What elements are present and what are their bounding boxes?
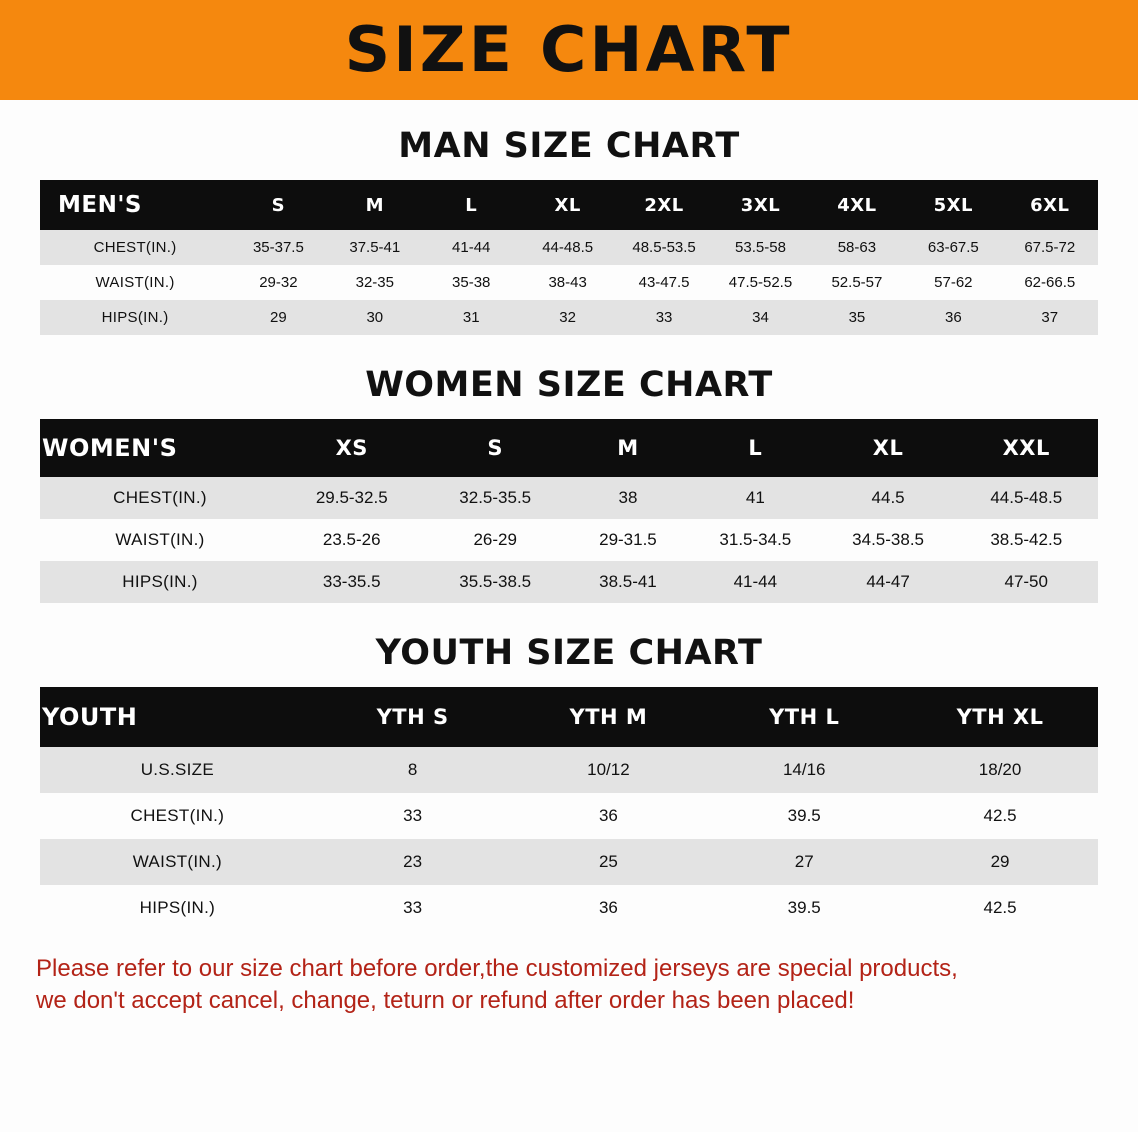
women-header-cell-4: L — [689, 419, 822, 477]
women-table-body — [40, 477, 1098, 603]
women-cell-2-4: 44-47 — [822, 561, 955, 603]
women-cell-0-1: 32.5-35.5 — [423, 477, 566, 519]
man-cell-1-6: 52.5-57 — [809, 265, 905, 300]
man-header-cell-1: S — [230, 180, 326, 230]
man-table-wrapper — [40, 180, 1098, 335]
women-cell-0-3: 41 — [689, 477, 822, 519]
women-cell-2-1: 35.5-38.5 — [423, 561, 566, 603]
man-header-cell-4: XL — [519, 180, 615, 230]
women-cell-0-4: 44.5 — [822, 477, 955, 519]
man-cell-0-1: 37.5-41 — [327, 230, 423, 265]
man-header-cell-9: 6XL — [1002, 180, 1098, 230]
policy-note — [36, 953, 1102, 1018]
table-row — [40, 885, 1098, 931]
man-cell-1-0: 29-32 — [230, 265, 326, 300]
man-section-title: MAN SIZE CHART — [398, 126, 740, 166]
table-row — [40, 561, 1098, 603]
man-row-label-2: HIPS(IN.) — [40, 300, 230, 335]
man-cell-0-4: 48.5-53.5 — [616, 230, 712, 265]
youth-table-head — [40, 687, 1098, 747]
youth-header-cell-0: YOUTH — [40, 687, 315, 747]
man-cell-1-4: 43-47.5 — [616, 265, 712, 300]
women-table-head — [40, 419, 1098, 477]
table-row — [40, 839, 1098, 885]
man-cell-1-3: 38-43 — [519, 265, 615, 300]
man-cell-0-8: 67.5-72 — [1002, 230, 1098, 265]
women-header-cell-0: WOMEN'S — [40, 419, 280, 477]
table-row — [40, 477, 1098, 519]
youth-table-body — [40, 747, 1098, 931]
youth-cell-1-1: 36 — [511, 793, 707, 839]
man-cell-0-6: 58-63 — [809, 230, 905, 265]
women-cell-1-0: 23.5-26 — [280, 519, 423, 561]
women-cell-1-3: 31.5-34.5 — [689, 519, 822, 561]
youth-section-title: YOUTH SIZE CHART — [375, 633, 763, 673]
youth-row-label-0: U.S.SIZE — [40, 747, 315, 793]
youth-row-label-3: HIPS(IN.) — [40, 885, 315, 931]
women-cell-2-5: 47-50 — [954, 561, 1098, 603]
youth-header-cell-1: YTH S — [315, 687, 511, 747]
man-row-label-0: CHEST(IN.) — [40, 230, 230, 265]
table-row — [40, 265, 1098, 300]
man-header-cell-3: L — [423, 180, 519, 230]
man-header-cell-7: 4XL — [809, 180, 905, 230]
women-cell-2-3: 41-44 — [689, 561, 822, 603]
man-cell-2-8: 37 — [1002, 300, 1098, 335]
youth-cell-3-1: 36 — [511, 885, 707, 931]
youth-cell-0-1: 10/12 — [511, 747, 707, 793]
man-cell-2-3: 32 — [519, 300, 615, 335]
youth-row-label-2: WAIST(IN.) — [40, 839, 315, 885]
women-row-label-2: HIPS(IN.) — [40, 561, 280, 603]
man-cell-1-7: 57-62 — [905, 265, 1001, 300]
women-cell-1-5: 38.5-42.5 — [954, 519, 1098, 561]
man-cell-1-2: 35-38 — [423, 265, 519, 300]
youth-size-table — [40, 687, 1098, 931]
youth-cell-3-0: 33 — [315, 885, 511, 931]
table-header-row — [40, 180, 1098, 230]
youth-cell-2-1: 25 — [511, 839, 707, 885]
youth-cell-1-3: 42.5 — [902, 793, 1098, 839]
women-header-cell-6: XXL — [954, 419, 1098, 477]
women-header-cell-1: XS — [280, 419, 423, 477]
youth-row-label-1: CHEST(IN.) — [40, 793, 315, 839]
policy-note-line-1: Please refer to our size chart before order,the customized jerseys are special products, — [36, 955, 958, 982]
man-size-table — [40, 180, 1098, 335]
man-cell-0-7: 63-67.5 — [905, 230, 1001, 265]
man-cell-2-2: 31 — [423, 300, 519, 335]
women-header-cell-5: XL — [822, 419, 955, 477]
man-cell-2-6: 35 — [809, 300, 905, 335]
man-header-cell-5: 2XL — [616, 180, 712, 230]
women-header-cell-3: M — [567, 419, 689, 477]
women-cell-1-2: 29-31.5 — [567, 519, 689, 561]
table-row — [40, 230, 1098, 265]
youth-cell-2-2: 27 — [706, 839, 902, 885]
policy-note-line-2: we don't accept cancel, change, teturn or refund after order has been placed! — [36, 987, 855, 1015]
women-cell-2-0: 33-35.5 — [280, 561, 423, 603]
women-row-label-0: CHEST(IN.) — [40, 477, 280, 519]
youth-cell-2-0: 23 — [315, 839, 511, 885]
youth-cell-0-2: 14/16 — [706, 747, 902, 793]
women-cell-0-2: 38 — [567, 477, 689, 519]
women-table-wrapper — [40, 419, 1098, 603]
youth-table-wrapper — [40, 687, 1098, 931]
women-cell-0-0: 29.5-32.5 — [280, 477, 423, 519]
man-cell-1-5: 47.5-52.5 — [712, 265, 808, 300]
man-header-cell-0: MEN'S — [40, 180, 230, 230]
women-cell-0-5: 44.5-48.5 — [954, 477, 1098, 519]
women-size-table — [40, 419, 1098, 603]
youth-cell-0-0: 8 — [315, 747, 511, 793]
youth-cell-1-0: 33 — [315, 793, 511, 839]
table-row — [40, 300, 1098, 335]
table-header-row — [40, 419, 1098, 477]
man-table-body — [40, 230, 1098, 335]
women-cell-1-1: 26-29 — [423, 519, 566, 561]
women-header-cell-2: S — [423, 419, 566, 477]
women-section-title: WOMEN SIZE CHART — [365, 365, 773, 405]
women-cell-1-4: 34.5-38.5 — [822, 519, 955, 561]
table-row — [40, 793, 1098, 839]
man-header-cell-6: 3XL — [712, 180, 808, 230]
youth-cell-0-3: 18/20 — [902, 747, 1098, 793]
youth-header-cell-4: YTH XL — [902, 687, 1098, 747]
man-cell-0-5: 53.5-58 — [712, 230, 808, 265]
man-header-cell-8: 5XL — [905, 180, 1001, 230]
man-table-head — [40, 180, 1098, 230]
man-cell-2-7: 36 — [905, 300, 1001, 335]
women-row-label-1: WAIST(IN.) — [40, 519, 280, 561]
youth-cell-3-3: 42.5 — [902, 885, 1098, 931]
table-header-row — [40, 687, 1098, 747]
youth-cell-2-3: 29 — [902, 839, 1098, 885]
header-banner — [0, 0, 1138, 100]
man-row-label-1: WAIST(IN.) — [40, 265, 230, 300]
man-cell-2-0: 29 — [230, 300, 326, 335]
youth-header-cell-2: YTH M — [511, 687, 707, 747]
man-header-cell-2: M — [327, 180, 423, 230]
man-cell-2-5: 34 — [712, 300, 808, 335]
man-cell-1-1: 32-35 — [327, 265, 423, 300]
man-cell-0-3: 44-48.5 — [519, 230, 615, 265]
youth-cell-3-2: 39.5 — [706, 885, 902, 931]
women-cell-2-2: 38.5-41 — [567, 561, 689, 603]
page-title: SIZE CHART — [344, 13, 794, 86]
table-row — [40, 519, 1098, 561]
youth-header-cell-3: YTH L — [706, 687, 902, 747]
man-cell-2-4: 33 — [616, 300, 712, 335]
table-row — [40, 747, 1098, 793]
man-cell-0-0: 35-37.5 — [230, 230, 326, 265]
man-cell-2-1: 30 — [327, 300, 423, 335]
youth-cell-1-2: 39.5 — [706, 793, 902, 839]
man-cell-0-2: 41-44 — [423, 230, 519, 265]
man-cell-1-8: 62-66.5 — [1002, 265, 1098, 300]
